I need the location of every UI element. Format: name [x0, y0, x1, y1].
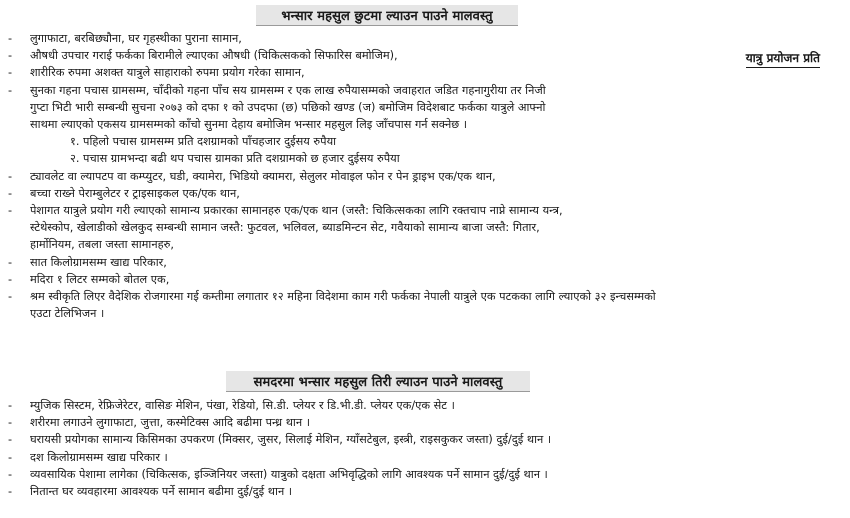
bullet-dash: - — [8, 485, 13, 499]
bullet-dash: - — [8, 49, 13, 63]
list-item-text — [30, 47, 838, 64]
sub-item-line: १. पहिलो पचास ग्रामसम्म प्रति दशग्रामको पाँचहजार दुईसय रुपैया — [70, 135, 337, 149]
bullet-dash: - — [8, 204, 13, 218]
bullet-dash: - — [8, 290, 13, 304]
list-item-text — [30, 449, 838, 466]
list-item-line: सात किलोग्रामसम्म खाद्य परिकार, — [30, 255, 167, 269]
list-item-line: साथमा ल्याएको एकसय ग्रामसम्मको काँचो सुनमा देहाय बमोजिम भन्सार महसुल लिइ जाँचपास गर्न सक्नेछ । — [30, 118, 468, 132]
list-item — [8, 431, 838, 448]
bullet-dash: - — [8, 66, 13, 80]
list-item-line: शारीरिक रुपमा अशक्त यात्रुले साहाराको रुपमा प्रयोग गरेका सामान, — [30, 66, 305, 80]
bullet-dash: - — [8, 255, 13, 269]
list-item-line: हार्मोनियम, तबला जस्ता सामानहरु, — [30, 238, 174, 252]
list-item — [8, 82, 838, 168]
bullet-dash: - — [8, 467, 13, 481]
bullet-dash: - — [8, 169, 13, 183]
dutiable-items-list — [8, 397, 838, 500]
list-item — [8, 483, 838, 500]
list-item-text — [30, 288, 838, 322]
section-heading-duty-free: भन्सार महसुल छुटमा ल्याउन पाउने मालवस्तु — [256, 5, 518, 26]
list-item-line: म्युजिक सिस्टम, रेफ्रिजेरेटर, वासिङ मेशिन, पंखा, रेडियो, सि.डी. प्लेयर र डि.भी.डी. प्लेयर एक/एक सेट । — [30, 399, 455, 412]
list-item — [8, 202, 838, 254]
list-item — [8, 271, 838, 288]
list-item-text — [30, 271, 838, 288]
list-item — [8, 254, 838, 271]
list-item-line: मदिरा १ लिटर सम्मको बोतल एक, — [30, 272, 170, 286]
bullet-dash: - — [8, 186, 13, 200]
list-item-text — [30, 431, 838, 448]
bullet-dash: - — [8, 450, 13, 464]
list-item-text — [30, 254, 838, 271]
list-item-line: औषधी उपचार गराई फर्कका बिरामीले ल्याएका औषधी (चिकित्सकको सिफारिस बमोजिम), — [30, 49, 398, 63]
list-item-line: स्टेथेस्कोप, खेलाडीको खेलकुद सम्बन्धी सामान जस्तै: फुटवल, भलिवल, ब्याडमिन्टन सेट, गवैयाको सामान्य बाजा जस्तै: गितार, — [30, 221, 540, 235]
bullet-dash: - — [8, 416, 13, 430]
list-item-text — [30, 466, 838, 483]
list-item-text — [30, 414, 838, 431]
list-item-line: शरीरमा लगाउने लुगाफाटा, जुत्ता, कस्मेटिक्स आदि बढीमा पन्ध्र थान । — [30, 416, 311, 430]
list-item-text — [30, 64, 838, 81]
list-item-text — [30, 82, 838, 168]
list-item-line: गुप्टा भिटी भारी सम्बन्धी सुचना २०७३ को दफा १ को उपदफा (छ) पछिको खण्ड (ज) बमोजिम विदेशबाट फर्कका यात्रुले आफ्नो — [30, 100, 546, 114]
list-item — [8, 466, 838, 483]
section-heading-dutiable: समदरमा भन्सार महसुल तिरी ल्याउन पाउने मालवस्तु — [226, 371, 530, 392]
list-item — [8, 64, 838, 81]
list-item-line: ट्यावलेट वा ल्यापटप वा कम्प्युटर, घडी, क्यामेरा, भिडियो क्यामरा, सेलुलर मोवाइल फोन र पेन ड्राइभ एक/एक थान, — [30, 169, 496, 183]
list-item — [8, 168, 838, 185]
list-item-line: बच्चा राख्ने पेराम्बुलेटर र ट्राइसाइकल एक/एक थान, — [30, 186, 240, 200]
list-item — [8, 185, 838, 202]
sub-item-line: २. पचास ग्रामभन्दा बढी थप पचास ग्रामका प्रति दशग्रामको छ हजार दुईसय रुपैया — [70, 152, 400, 166]
list-item — [8, 288, 838, 322]
side-note-per-passenger: यात्रु प्रयोजन प्रति — [746, 49, 820, 68]
list-item-text — [30, 483, 838, 500]
list-item-text — [30, 397, 838, 414]
bullet-dash: - — [8, 32, 13, 45]
list-item-line: श्रम स्वीकृति लिएर वैदेशिक रोजगारमा गई कम्तीमा लगातार १२ महिना विदेशमा काम गरी फर्कका नेपाली यात्रुले एक पटकका लागि ल्याएको ३२ इन्चसम्मको — [30, 290, 656, 304]
list-item-line: दश किलोग्रामसम्म खाद्य परिकार । — [30, 450, 168, 464]
list-item-line: सुनका गहना पचास ग्रामसम्म, चाँदीको गहना पाँच सय ग्रामसम्म र एक लाख रुपैयासम्मको जवाहरात जडित गहनागुरीया तर निजी — [30, 83, 546, 97]
bullet-dash: - — [8, 433, 13, 447]
list-item — [8, 414, 838, 431]
bullet-dash: - — [8, 399, 13, 412]
list-item-text — [30, 185, 838, 202]
duty-free-items-list — [8, 30, 838, 322]
list-item-text — [30, 30, 838, 47]
list-item-text — [30, 202, 838, 254]
list-item — [8, 47, 838, 64]
list-item-line: एउटा टेलिभिजन । — [30, 307, 105, 321]
list-item-line: पेशागत यात्रुले प्रयोग गरी ल्याएको सामान्य प्रकारका सामानहरु एक/एक थान (जस्तै: चिकित्सकका लागि रक्तचाप नाप्ने सामान्य यन्त्र, — [30, 204, 563, 218]
list-item-text — [30, 168, 838, 185]
list-item — [8, 397, 838, 414]
list-item-line: घरायसी प्रयोगका सामान्य किसिमका उपकरण (मिक्सर, जुसर, सिलाई मेशिन, ग्याँसटेबुल, इस्त्री, राइसकुकर जस्ता) दुई/दुई थान । — [30, 433, 552, 447]
list-item — [8, 30, 838, 47]
bullet-dash: - — [8, 272, 13, 286]
list-item-line: नितान्त घर व्यवहारमा आवश्यक पर्ने सामान बढीमा दुई/दुई थान । — [30, 485, 293, 499]
bullet-dash: - — [8, 83, 13, 97]
list-item-line: व्यवसायिक पेशामा लागेका (चिकित्सक, इञ्जिनियर जस्ता) यात्रुको दक्षता अभिवृद्धिको लागि आवश्यक पर्ने सामान दुई/दुई थान । — [30, 467, 548, 481]
list-item-line: लुगाफाटा, बरबिछ्यौना, घर गृहस्थीका पुराना सामान, — [30, 32, 242, 45]
list-item — [8, 449, 838, 466]
